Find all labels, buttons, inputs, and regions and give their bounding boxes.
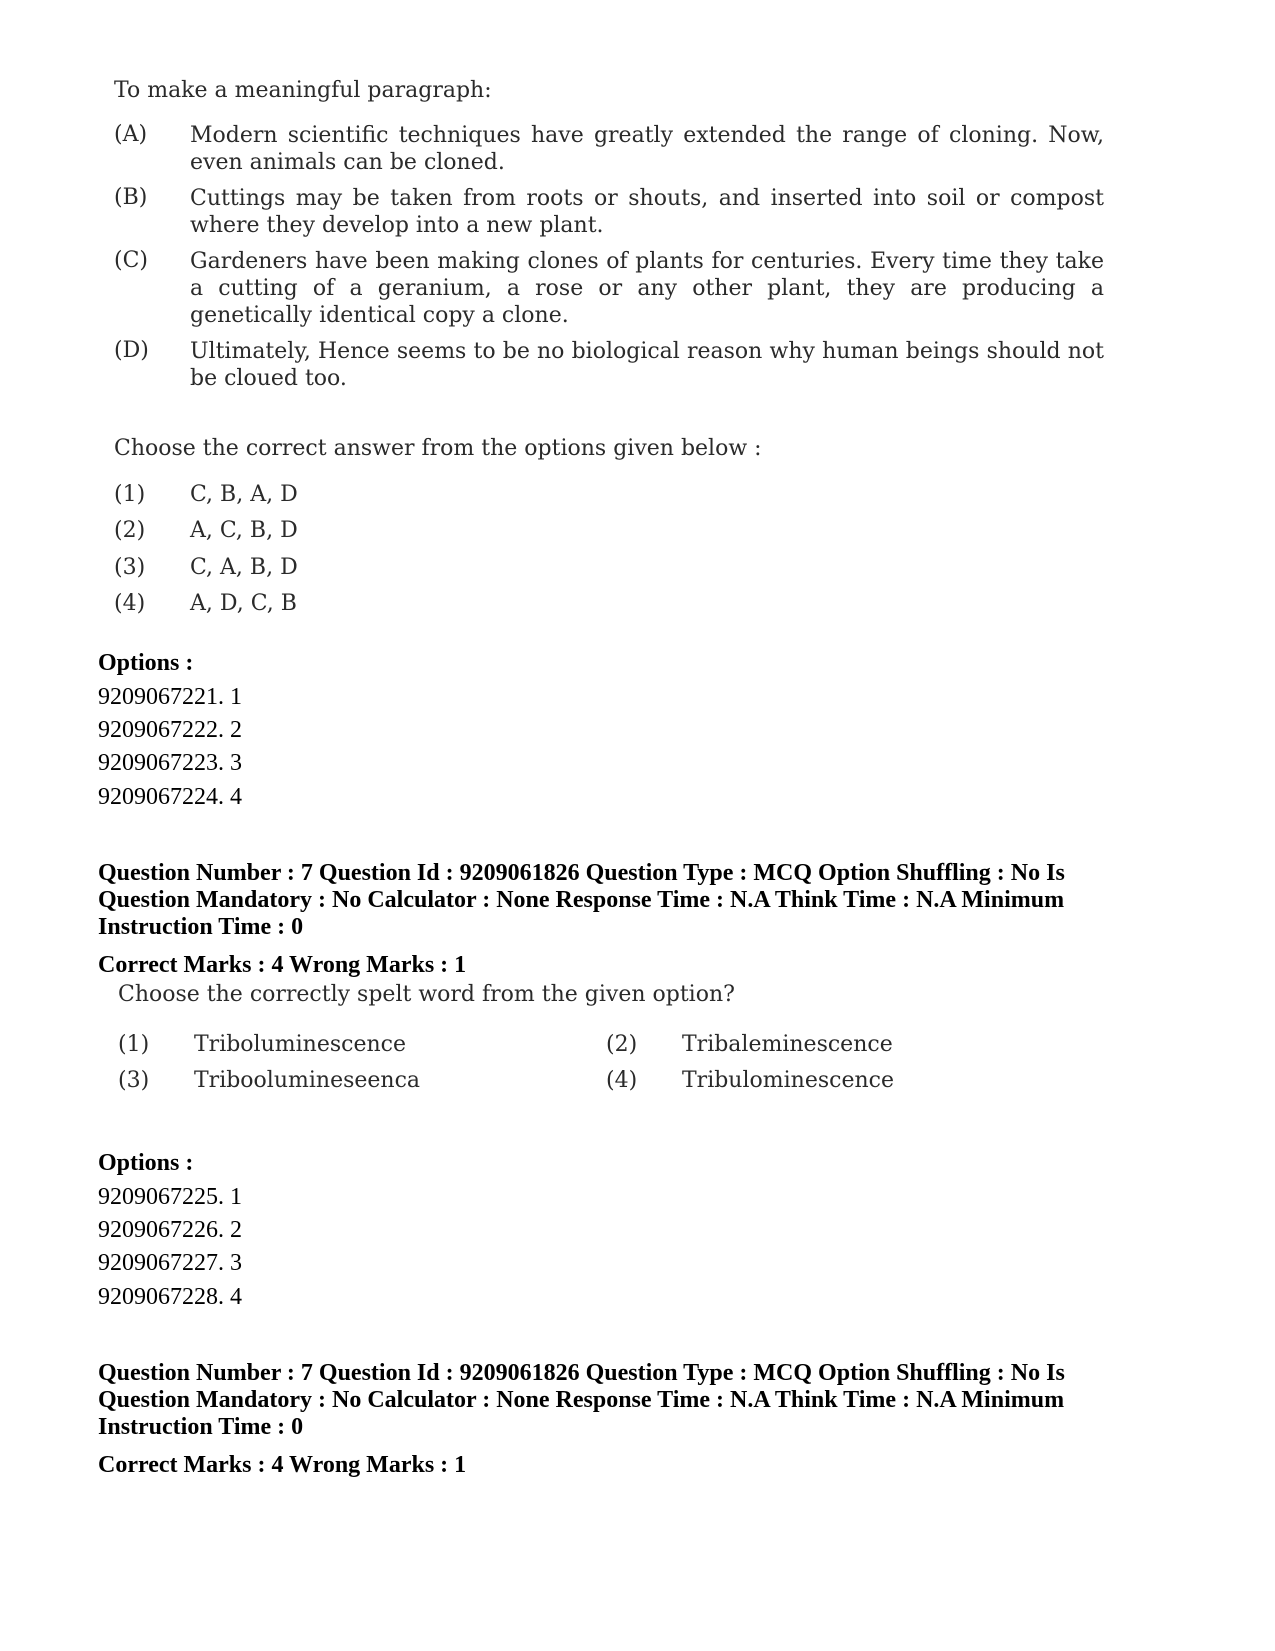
ordering-value: A, C, B, D: [190, 518, 298, 543]
choice-num: (3): [118, 1068, 150, 1093]
option-id-line: 9209067225. 1: [98, 1184, 242, 1210]
choice-value: Tribaleminescence: [682, 1032, 893, 1057]
option-id-line: 9209067221. 1: [98, 684, 242, 710]
paragraph-text: Gardeners have been making clones of plants for centuries. Every time they take a cutting of a geranium, a rose or any other plant, they are producing a genetically identical copy a clone.: [190, 249, 1104, 328]
paragraph-label: (C): [114, 248, 148, 273]
choose-instruction: Choose the correct answer from the options given below :: [114, 436, 762, 461]
choice-value: Triboolumineseenca: [194, 1068, 421, 1093]
paragraph-text: Modern scientific techniques have greatly extended the range of cloning. Now, even animals can be cloned.: [190, 123, 1104, 175]
option-id-line: 9209067223. 3: [98, 750, 242, 776]
paragraph-text: Ultimately, Hence seems to be no biological reason why human beings should not be cloued too.: [190, 339, 1104, 391]
question-marks: Correct Marks : 4 Wrong Marks : 1: [98, 952, 467, 978]
option-id-line: 9209067228. 4: [98, 1284, 242, 1310]
option-id-line: 9209067222. 2: [98, 717, 242, 743]
ordering-value: C, A, B, D: [190, 555, 298, 580]
paragraph-label: (D): [114, 338, 149, 363]
options-heading: Options :: [98, 650, 194, 676]
options-heading: Options :: [98, 1150, 194, 1176]
paragraph-text: Cuttings may be taken from roots or shouts, and inserted into soil or compost where they develop into a new plant.: [190, 186, 1104, 238]
option-id-line: 9209067227. 3: [98, 1250, 242, 1276]
choice-value: Triboluminescence: [194, 1032, 406, 1057]
ordering-num: (4): [114, 591, 146, 616]
paragraph-label: (A): [114, 122, 148, 147]
choice-value: Tribulominescence: [682, 1068, 894, 1093]
paragraph-label: (B): [114, 185, 148, 210]
ordering-num: (1): [114, 482, 146, 507]
ordering-num: (2): [114, 518, 146, 543]
choice-num: (1): [118, 1032, 150, 1057]
ordering-num: (3): [114, 555, 146, 580]
question-prompt: Choose the correctly spelt word from the given option?: [118, 982, 735, 1007]
option-id-line: 9209067224. 4: [98, 784, 242, 810]
question-meta: Question Number : 7 Question Id : 9209061826 Question Type : MCQ Option Shuffling : No Is Question Mandatory : No Calculator : None Response Time : N.A Think Time : N.A Minimum Instruction Time : 0: [98, 860, 1065, 940]
choice-num: (2): [606, 1032, 638, 1057]
ordering-value: C, B, A, D: [190, 482, 298, 507]
question-marks: Correct Marks : 4 Wrong Marks : 1: [98, 1452, 467, 1478]
choice-num: (4): [606, 1068, 638, 1093]
passage-intro: To make a meaningful paragraph:: [114, 78, 492, 103]
ordering-value: A, D, C, B: [190, 591, 297, 616]
option-id-line: 9209067226. 2: [98, 1217, 242, 1243]
question-meta: Question Number : 7 Question Id : 9209061826 Question Type : MCQ Option Shuffling : No Is Question Mandatory : No Calculator : None Response Time : N.A Think Time : N.A Minimum Instruction Time : 0: [98, 1360, 1065, 1440]
